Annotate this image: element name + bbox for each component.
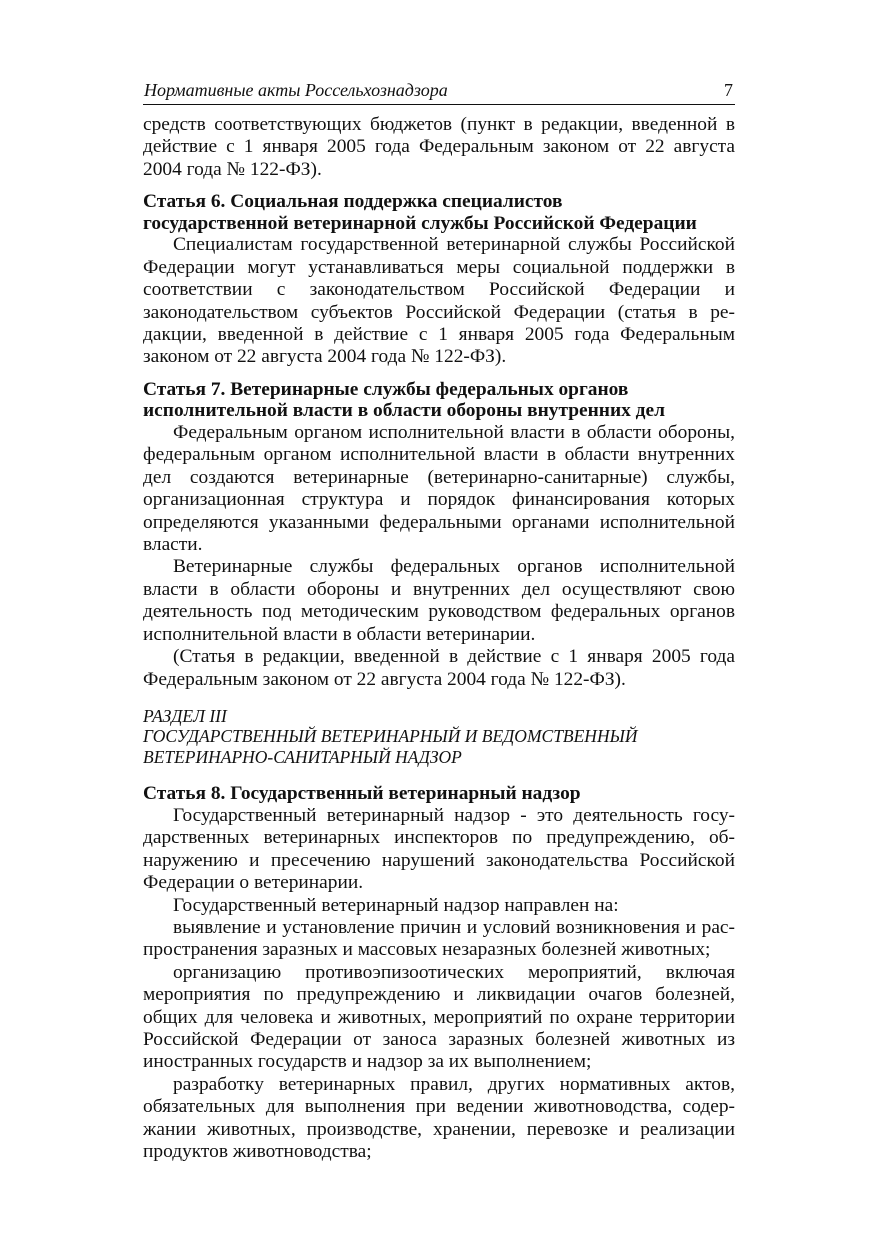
article-7-heading-line: Статья 7. Ветеринарные службы федеральных органов <box>143 378 629 400</box>
article-6-heading-line: государственной ветеринарной службы Российской Федерации <box>143 212 697 234</box>
section-heading <box>143 706 735 768</box>
section-title-line: ГОСУДАРСТВЕННЫЙ ВЕТЕРИНАРНЫЙ И ВЕДОМСТВЕННЫЙ <box>143 726 638 747</box>
article-6-heading <box>143 191 735 234</box>
list-item: выявление и установление причин и условий возникновения и распространения заразных и массовых незаразных болезней животных; <box>143 917 735 961</box>
article-7-heading-line: исполнительной власти в области обороны внутренних дел <box>143 400 665 422</box>
section-title-line: ВЕТЕРИНАРНО-САНИТАРНЫЙ НАДЗОР <box>143 746 462 767</box>
paragraph: Федеральным органом исполнительной власти в области обороны, федеральным органом исполнительной власти в области внутренних дел создаются ветеринарные (ветеринарно-санитарные) службы, организационная структура и порядок финансирования которых определяются указанными федеральными органами исполнительной власти. <box>143 422 735 556</box>
article-7-heading <box>143 379 735 422</box>
page-number: 7 <box>724 80 733 100</box>
article-6-heading-line: Статья 6. Социальная поддержка специалистов <box>143 191 563 213</box>
page-header <box>143 78 735 105</box>
paragraph: Государственный ветеринарный надзор - это деятельность государственных ветеринарных инспекторов по предупреждению, обнаружению и пресечению нарушений законодательства Российской Федерации о ветеринарии. <box>143 805 735 894</box>
paragraph: Специалистам государственной ветеринарной службы Российской Федерации могут устанавливаться меры социальной поддержки в соответствии с законодательством Российской Федерации и законодательством субъектов Российской Федерации (статья в редакции, введенной в действие с 1 января 2005 года Федеральным законом от 22 августа 2004 года № 122-ФЗ). <box>143 234 735 368</box>
paragraph: средств соответствующих бюджетов (пункт в редакции, введенной в действие с 1 января 2005 года Федеральным законом от 22 августа 2004 года № 122-ФЗ). <box>143 114 735 180</box>
paragraph: Государственный ветеринарный надзор направлен на: <box>173 894 619 916</box>
section-number: РАЗДЕЛ III <box>143 705 227 726</box>
list-item: организацию противоэпизоотических мероприятий, включая мероприятия по предупреждению и ликвидации очагов болезней, общих для человека и животных, мероприятий по охране территории Российской Федерации от заноса заразных болезней животных из иностранных государств и надзор за их выполнением; <box>143 961 735 1073</box>
paragraph: (Статья в редакции, введенной в действие с 1 января 2005 года Федеральным законом от 22 августа 2004 года № 122-ФЗ). <box>143 646 735 690</box>
article-8-heading: Статья 8. Государственный ветеринарный надзор <box>143 783 581 805</box>
running-title: Нормативные акты Россельхознадзора <box>144 80 448 100</box>
paragraph: Ветеринарные службы федеральных органов исполнительной власти в области обороны и внутренних дел осуществляют свою деятельность под методическим руководством федеральных органов исполнительной власти в области ветеринарии. <box>143 556 735 645</box>
list-item: разработку ветеринарных правил, других нормативных актов, обязательных для выполнения при ведении животноводства, содержании животных, производстве, хранении, перевозке и реализации продуктов животноводства; <box>143 1073 735 1163</box>
page-body <box>143 114 735 1164</box>
